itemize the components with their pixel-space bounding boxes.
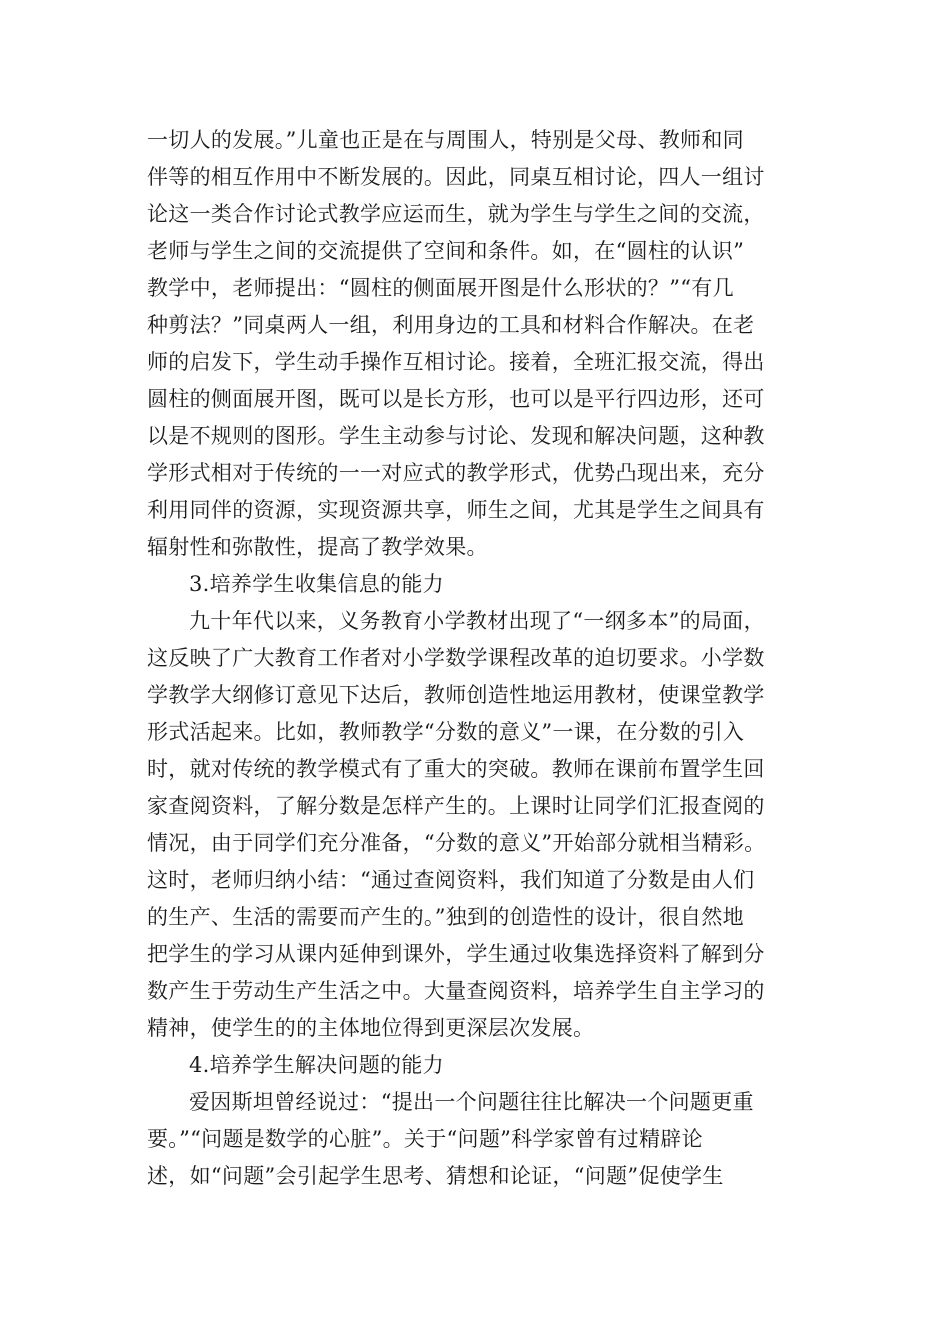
paragraph-first-line: 4.培养学生解决问题的能力 [189, 1053, 444, 1077]
paragraph-first-line: 九十年代以来，义务教育小学教材出现了“一纲多本”的局面， [189, 609, 765, 633]
text-line: 学形式相对于传统的一一对应式的教学形式，优势凸现出来，充分 [147, 461, 765, 485]
text-line: 辐射性和弥散性，提高了教学效果。 [147, 535, 488, 559]
text-line: 师的启发下，学生动手操作互相讨论。接着，全班汇报交流，得出 [147, 350, 765, 374]
text-line: 形式活起来。比如，教师教学“分数的意义”一课，在分数的引入 [147, 720, 745, 744]
text-line: 利用同伴的资源，实现资源共享，师生之间，尤其是学生之间具有 [147, 498, 765, 522]
paragraph-first-line: 3.培养学生收集信息的能力 [189, 572, 444, 596]
text-line: 一切人的发展。”儿童也正是在与周围人，特别是父母、教师和同 [147, 128, 744, 152]
text-line: 老师与学生之间的交流提供了空间和条件。如，在“圆柱的认识” [147, 239, 745, 263]
text-line: 学教学大纲修订意见下达后，教师创造性地运用教材，使课堂教学 [147, 683, 765, 707]
text-line: 情况，由于同学们充分准备，“分数的意义”开始部分就相当精彩。 [147, 831, 766, 855]
text-line: 时，就对传统的教学模式有了重大的突破。教师在课前布置学生回 [147, 757, 765, 781]
text-line: 教学中，老师提出：“圆柱的侧面展开图是什么形状的？”“有几 [147, 276, 734, 300]
text-line: 家查阅资料，了解分数是怎样产生的。上课时让同学们汇报查阅的 [147, 794, 765, 818]
text-line: 要。”“问题是数学的心脏”。关于“问题”科学家曾有过精辟论 [147, 1127, 703, 1151]
text-line: 圆柱的侧面展开图，既可以是长方形，也可以是平行四边形，还可 [147, 387, 765, 411]
text-line: 伴等的相互作用中不断发展的。因此，同桌互相讨论，四人一组讨 [147, 165, 765, 189]
text-line: 论这一类合作讨论式教学应运而生，就为学生与学生之间的交流， [147, 202, 765, 226]
text-line: 以是不规则的图形。学生主动参与讨论、发现和解决问题，这种教 [147, 424, 765, 448]
text-line: 这反映了广大教育工作者对小学数学课程改革的迫切要求。小学数 [147, 646, 765, 670]
text-line: 述，如“问题”会引起学生思考、猜想和论证，“问题”促使学生 [147, 1164, 724, 1188]
text-line: 的生产、生活的需要而产生的。”独到的创造性的设计，很自然地 [147, 905, 744, 929]
body-text [147, 122, 807, 1195]
text-line: 精神，使学生的的主体地位得到更深层次发展。 [147, 1016, 595, 1040]
text-line: 种剪法？”同桌两人一组，利用身边的工具和材料合作解决。在老 [147, 313, 755, 337]
text-line: 这时，老师归纳小结：“通过查阅资料，我们知道了分数是由人们 [147, 868, 755, 892]
text-line: 数产生于劳动生产生活之中。大量查阅资料，培养学生自主学习的 [147, 979, 765, 1003]
text-line: 把学生的学习从课内延伸到课外，学生通过收集选择资料了解到分 [147, 942, 765, 966]
paragraph-first-line: 爱因斯坦曾经说过：“提出一个问题往往比解决一个问题更重 [189, 1090, 754, 1114]
